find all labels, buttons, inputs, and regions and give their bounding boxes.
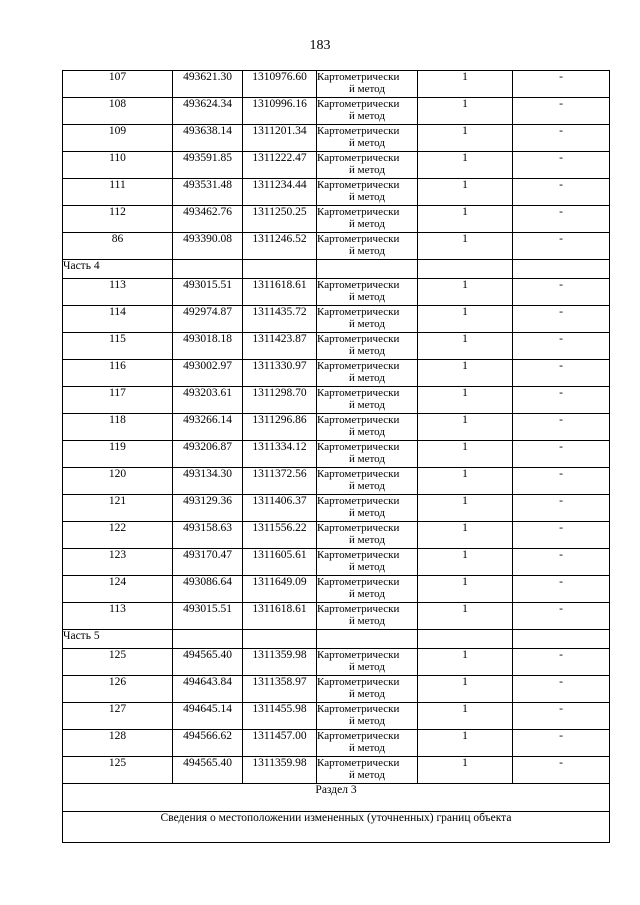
y-coordinate-cell: 1311435.72 (243, 306, 317, 333)
method-line-2: й метод (349, 742, 385, 754)
method-line-2: й метод (349, 83, 385, 95)
x-coordinate-cell: 493086.64 (173, 576, 243, 603)
point-row (63, 125, 610, 152)
point-number-cell: 113 (63, 279, 173, 306)
accuracy-cell: 1 (418, 152, 513, 179)
x-coordinate-cell: 493390.08 (173, 233, 243, 260)
point-row (63, 414, 610, 441)
accuracy-cell: 1 (418, 71, 513, 98)
y-coordinate-cell: 1311222.47 (243, 152, 317, 179)
point-number-cell: 118 (63, 414, 173, 441)
y-coordinate-cell: 1311649.09 (243, 576, 317, 603)
accuracy-cell: 1 (418, 414, 513, 441)
page-number: 183 (309, 38, 331, 53)
point-row (63, 98, 610, 125)
method-cell (317, 522, 418, 549)
y-coordinate-cell: 1311556.22 (243, 522, 317, 549)
method-cell (317, 206, 418, 233)
y-coordinate-cell: 1310976.60 (243, 71, 317, 98)
coordinates-table (62, 70, 610, 843)
y-coordinate-cell: 1311618.61 (243, 279, 317, 306)
description-cell: - (513, 279, 610, 306)
x-coordinate-cell: 493206.87 (173, 441, 243, 468)
method-line-2: й метод (349, 588, 385, 600)
description-cell: - (513, 71, 610, 98)
point-number-cell: 125 (63, 649, 173, 676)
x-coordinate-cell: 494643.84 (173, 676, 243, 703)
point-row (63, 333, 610, 360)
point-row (63, 71, 610, 98)
accuracy-cell: 1 (418, 757, 513, 784)
x-coordinate-cell: 493129.36 (173, 495, 243, 522)
point-row (63, 522, 610, 549)
point-row (63, 576, 610, 603)
empty-cell (243, 630, 317, 649)
accuracy-cell: 1 (418, 549, 513, 576)
point-row (63, 360, 610, 387)
part-label: Часть 4 (63, 260, 173, 279)
x-coordinate-cell: 493134.30 (173, 468, 243, 495)
y-coordinate-cell: 1311457.00 (243, 730, 317, 757)
description-cell: - (513, 233, 610, 260)
point-number-cell: 126 (63, 676, 173, 703)
method-line-1: Картометрически (317, 333, 400, 345)
accuracy-cell: 1 (418, 387, 513, 414)
method-cell (317, 576, 418, 603)
x-coordinate-cell: 493462.76 (173, 206, 243, 233)
x-coordinate-cell: 493015.51 (173, 603, 243, 630)
method-line-2: й метод (349, 245, 385, 257)
method-cell (317, 179, 418, 206)
method-line-1: Картометрически (317, 576, 400, 588)
method-line-2: й метод (349, 399, 385, 411)
method-line-2: й метод (349, 507, 385, 519)
method-cell (317, 703, 418, 730)
accuracy-cell: 1 (418, 206, 513, 233)
y-coordinate-cell: 1311406.37 (243, 495, 317, 522)
accuracy-cell: 1 (418, 676, 513, 703)
point-row (63, 730, 610, 757)
method-line-1: Картометрически (317, 495, 400, 507)
point-number-cell: 120 (63, 468, 173, 495)
description-cell: - (513, 441, 610, 468)
method-line-2: й метод (349, 291, 385, 303)
description-cell: - (513, 333, 610, 360)
accuracy-cell: 1 (418, 703, 513, 730)
point-number-cell: 107 (63, 71, 173, 98)
y-coordinate-cell: 1311296.86 (243, 414, 317, 441)
x-coordinate-cell: 493203.61 (173, 387, 243, 414)
method-line-1: Картометрически (317, 441, 400, 453)
part-label: Часть 5 (63, 630, 173, 649)
point-row (63, 279, 610, 306)
y-coordinate-cell: 1311201.34 (243, 125, 317, 152)
method-cell (317, 333, 418, 360)
method-line-2: й метод (349, 561, 385, 573)
method-cell (317, 441, 418, 468)
part-header-row (63, 630, 610, 649)
point-number-cell: 114 (63, 306, 173, 333)
point-number-cell: 122 (63, 522, 173, 549)
point-number-cell: 123 (63, 549, 173, 576)
method-line-1: Картометрически (317, 206, 400, 218)
y-coordinate-cell: 1311234.44 (243, 179, 317, 206)
point-row (63, 495, 610, 522)
point-number-cell: 127 (63, 703, 173, 730)
method-line-1: Картометрически (317, 676, 400, 688)
point-number-cell: 116 (63, 360, 173, 387)
empty-cell (317, 260, 418, 279)
method-line-2: й метод (349, 534, 385, 546)
method-line-1: Картометрически (317, 71, 400, 83)
x-coordinate-cell: 493266.14 (173, 414, 243, 441)
method-cell (317, 649, 418, 676)
description-cell: - (513, 306, 610, 333)
x-coordinate-cell: 494565.40 (173, 757, 243, 784)
section-caption-row (63, 812, 610, 843)
description-cell: - (513, 730, 610, 757)
x-coordinate-cell: 493591.85 (173, 152, 243, 179)
y-coordinate-cell: 1311358.97 (243, 676, 317, 703)
description-cell: - (513, 206, 610, 233)
description-cell: - (513, 152, 610, 179)
description-cell: - (513, 414, 610, 441)
description-cell: - (513, 179, 610, 206)
accuracy-cell: 1 (418, 495, 513, 522)
method-line-1: Картометрически (317, 179, 400, 191)
method-cell (317, 676, 418, 703)
method-cell (317, 306, 418, 333)
description-cell: - (513, 703, 610, 730)
method-cell (317, 125, 418, 152)
point-number-cell: 108 (63, 98, 173, 125)
section-caption: Сведения о местоположении измененных (уточненных) границ объекта (63, 812, 610, 843)
method-line-2: й метод (349, 218, 385, 230)
method-line-1: Картометрически (317, 387, 400, 399)
point-row (63, 649, 610, 676)
method-line-2: й метод (349, 480, 385, 492)
x-coordinate-cell: 493621.30 (173, 71, 243, 98)
method-line-2: й метод (349, 372, 385, 384)
method-cell (317, 387, 418, 414)
method-line-1: Картометрически (317, 549, 400, 561)
point-number-cell: 117 (63, 387, 173, 414)
empty-cell (317, 630, 418, 649)
x-coordinate-cell: 492974.87 (173, 306, 243, 333)
empty-cell (173, 630, 243, 649)
y-coordinate-cell: 1311618.61 (243, 603, 317, 630)
description-cell: - (513, 603, 610, 630)
coordinates-table-body (63, 71, 610, 784)
x-coordinate-cell: 494565.40 (173, 649, 243, 676)
description-cell: - (513, 360, 610, 387)
y-coordinate-cell: 1311455.98 (243, 703, 317, 730)
point-number-cell: 112 (63, 206, 173, 233)
method-line-2: й метод (349, 615, 385, 627)
point-row (63, 441, 610, 468)
point-row (63, 233, 610, 260)
method-line-2: й метод (349, 137, 385, 149)
y-coordinate-cell: 1311423.87 (243, 333, 317, 360)
y-coordinate-cell: 1311605.61 (243, 549, 317, 576)
method-line-2: й метод (349, 164, 385, 176)
point-row (63, 179, 610, 206)
accuracy-cell: 1 (418, 279, 513, 306)
empty-cell (418, 630, 513, 649)
section-footer (63, 784, 610, 843)
method-line-1: Картометрически (317, 306, 400, 318)
accuracy-cell: 1 (418, 333, 513, 360)
point-number-cell: 128 (63, 730, 173, 757)
x-coordinate-cell: 493531.48 (173, 179, 243, 206)
part-header-row (63, 260, 610, 279)
y-coordinate-cell: 1311250.25 (243, 206, 317, 233)
point-row (63, 549, 610, 576)
method-line-1: Картометрически (317, 279, 400, 291)
method-cell (317, 152, 418, 179)
method-line-2: й метод (349, 345, 385, 357)
method-cell (317, 233, 418, 260)
accuracy-cell: 1 (418, 468, 513, 495)
method-line-1: Картометрически (317, 233, 400, 245)
method-line-1: Картометрически (317, 152, 400, 164)
section-row (63, 784, 610, 812)
description-cell: - (513, 676, 610, 703)
description-cell: - (513, 522, 610, 549)
method-line-1: Картометрически (317, 468, 400, 480)
method-cell (317, 279, 418, 306)
description-cell: - (513, 468, 610, 495)
method-line-2: й метод (349, 453, 385, 465)
accuracy-cell: 1 (418, 649, 513, 676)
point-row (63, 676, 610, 703)
empty-cell (513, 630, 610, 649)
method-line-2: й метод (349, 769, 385, 781)
point-number-cell: 86 (63, 233, 173, 260)
point-number-cell: 110 (63, 152, 173, 179)
method-cell (317, 549, 418, 576)
method-line-2: й метод (349, 318, 385, 330)
x-coordinate-cell: 493170.47 (173, 549, 243, 576)
method-line-1: Картометрически (317, 414, 400, 426)
method-line-2: й метод (349, 110, 385, 122)
method-line-1: Картометрически (317, 603, 400, 615)
accuracy-cell: 1 (418, 730, 513, 757)
accuracy-cell: 1 (418, 233, 513, 260)
empty-cell (173, 260, 243, 279)
method-cell (317, 495, 418, 522)
x-coordinate-cell: 493158.63 (173, 522, 243, 549)
method-line-1: Картометрически (317, 125, 400, 137)
method-cell (317, 414, 418, 441)
point-number-cell: 113 (63, 603, 173, 630)
y-coordinate-cell: 1311334.12 (243, 441, 317, 468)
point-number-cell: 125 (63, 757, 173, 784)
method-line-1: Картометрически (317, 703, 400, 715)
x-coordinate-cell: 493638.14 (173, 125, 243, 152)
point-number-cell: 124 (63, 576, 173, 603)
method-line-2: й метод (349, 191, 385, 203)
accuracy-cell: 1 (418, 603, 513, 630)
point-row (63, 206, 610, 233)
point-number-cell: 121 (63, 495, 173, 522)
description-cell: - (513, 549, 610, 576)
method-cell (317, 468, 418, 495)
method-cell (317, 730, 418, 757)
point-row (63, 387, 610, 414)
empty-cell (418, 260, 513, 279)
method-line-2: й метод (349, 661, 385, 673)
accuracy-cell: 1 (418, 441, 513, 468)
x-coordinate-cell: 493002.97 (173, 360, 243, 387)
empty-cell (243, 260, 317, 279)
method-cell (317, 757, 418, 784)
x-coordinate-cell: 493018.18 (173, 333, 243, 360)
y-coordinate-cell: 1311246.52 (243, 233, 317, 260)
method-line-1: Картометрически (317, 98, 400, 110)
description-cell: - (513, 495, 610, 522)
point-row (63, 703, 610, 730)
method-line-2: й метод (349, 715, 385, 727)
point-number-cell: 115 (63, 333, 173, 360)
point-number-cell: 111 (63, 179, 173, 206)
accuracy-cell: 1 (418, 576, 513, 603)
description-cell: - (513, 576, 610, 603)
method-cell (317, 98, 418, 125)
accuracy-cell: 1 (418, 125, 513, 152)
point-row (63, 152, 610, 179)
method-cell (317, 360, 418, 387)
point-row (63, 306, 610, 333)
point-row (63, 468, 610, 495)
x-coordinate-cell: 494566.62 (173, 730, 243, 757)
accuracy-cell: 1 (418, 360, 513, 387)
y-coordinate-cell: 1311372.56 (243, 468, 317, 495)
method-line-2: й метод (349, 688, 385, 700)
method-line-1: Картометрически (317, 360, 400, 372)
x-coordinate-cell: 493624.34 (173, 98, 243, 125)
description-cell: - (513, 125, 610, 152)
description-cell: - (513, 757, 610, 784)
method-line-1: Картометрически (317, 730, 400, 742)
accuracy-cell: 1 (418, 98, 513, 125)
method-cell (317, 71, 418, 98)
y-coordinate-cell: 1310996.16 (243, 98, 317, 125)
point-row (63, 603, 610, 630)
description-cell: - (513, 98, 610, 125)
method-line-1: Картометрически (317, 649, 400, 661)
section-label: Раздел 3 (63, 784, 610, 812)
accuracy-cell: 1 (418, 179, 513, 206)
x-coordinate-cell: 493015.51 (173, 279, 243, 306)
accuracy-cell: 1 (418, 522, 513, 549)
method-cell (317, 603, 418, 630)
accuracy-cell: 1 (418, 306, 513, 333)
point-row (63, 757, 610, 784)
description-cell: - (513, 649, 610, 676)
point-number-cell: 119 (63, 441, 173, 468)
point-number-cell: 109 (63, 125, 173, 152)
y-coordinate-cell: 1311330.97 (243, 360, 317, 387)
x-coordinate-cell: 494645.14 (173, 703, 243, 730)
y-coordinate-cell: 1311298.70 (243, 387, 317, 414)
y-coordinate-cell: 1311359.98 (243, 649, 317, 676)
method-line-1: Картометрически (317, 522, 400, 534)
description-cell: - (513, 387, 610, 414)
empty-cell (513, 260, 610, 279)
y-coordinate-cell: 1311359.98 (243, 757, 317, 784)
method-line-1: Картометрически (317, 757, 400, 769)
method-line-2: й метод (349, 426, 385, 438)
